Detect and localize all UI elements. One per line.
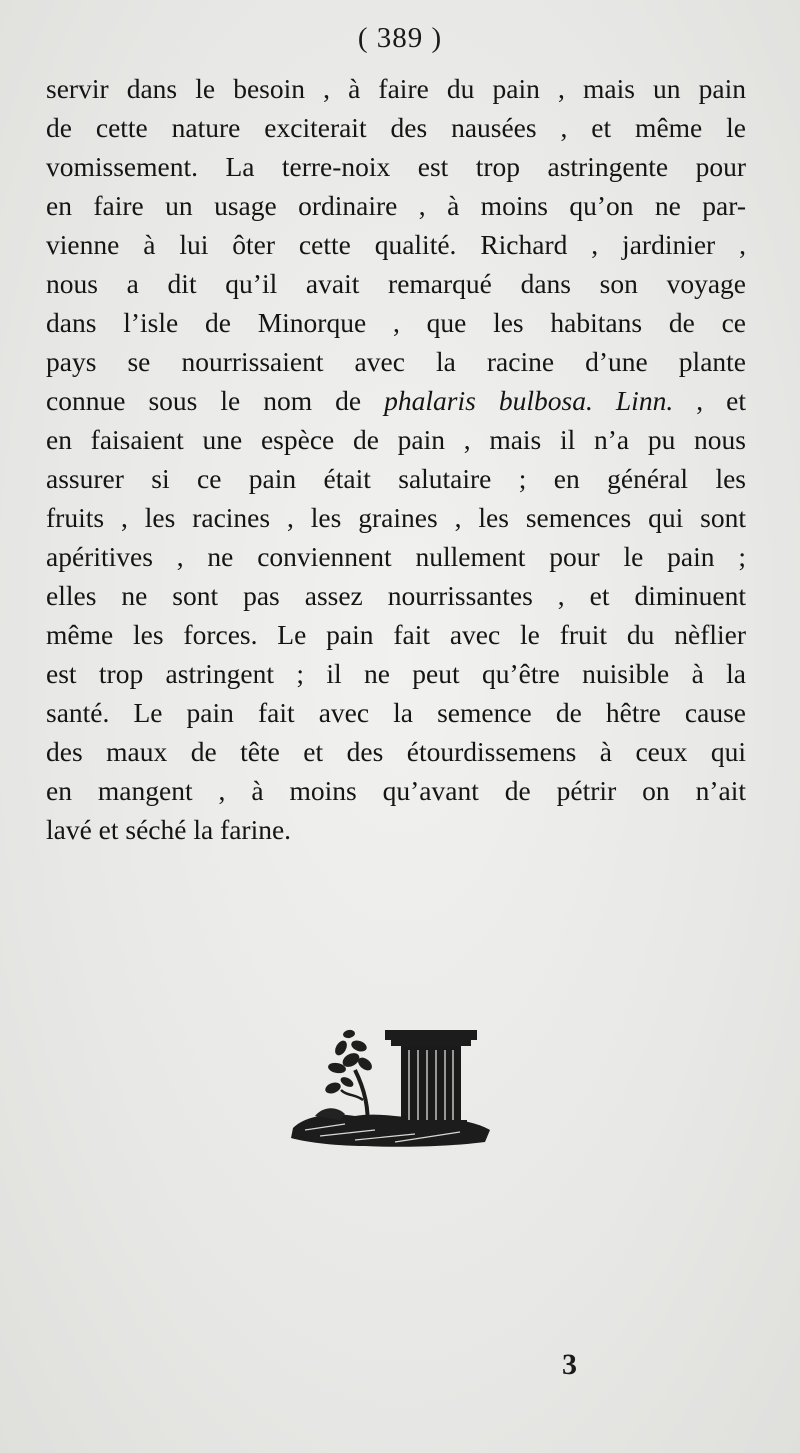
text-fragment: , et <box>673 385 746 416</box>
text-line: en faisaient une espèce de pain , mais il n’a pu nous <box>46 424 746 455</box>
text-line: de cette nature exciterait des nausées , et même le <box>46 112 746 143</box>
text-line: pays se nourrissaient avec la racine d’une plante <box>46 346 746 377</box>
text-line: elles ne sont pas assez nourrissantes , et diminuent <box>46 580 746 611</box>
text-fragment: connue sous le nom de <box>46 385 385 416</box>
text-line: nous a dit qu’il avait remarqué dans son voyage <box>46 268 746 299</box>
text-line: santé. Le pain fait avec la semence de hêtre cause <box>46 697 746 728</box>
text-line: fruits , les racines , les graines , les semences qui sont <box>46 502 746 533</box>
text-line: servir dans le besoin , à faire du pain , mais un pain <box>46 73 746 104</box>
text-line: lavé et séché la farine. <box>46 814 292 845</box>
text-line: dans l’isle de Minorque , que les habitans de ce <box>46 307 746 338</box>
body-text <box>46 69 746 849</box>
botanical-name: phalaris bulbosa. Linn. <box>384 385 674 416</box>
text-line: vienne à lui ôter cette qualité. Richard , jardinier , <box>46 229 746 260</box>
tree-and-column-vignette-icon <box>285 1020 495 1150</box>
text-line-with-italic <box>46 381 746 420</box>
text-line: est trop astringent ; il ne peut qu’être nuisible à la <box>46 658 746 689</box>
text-line: apéritives , ne conviennent nullement pour le pain ; <box>46 541 746 572</box>
text-line: assurer si ce pain était salutaire ; en général les <box>46 463 746 494</box>
page-number: ( 389 ) <box>357 22 443 54</box>
text-line: vomissement. La terre-noix est trop astringente pour <box>46 151 746 182</box>
text-line: en mangent , à moins qu’avant de pétrir on n’ait <box>46 775 746 806</box>
signature-mark: 3 <box>562 1348 577 1381</box>
text-line: en faire un usage ordinaire , à moins qu’on ne par- <box>46 190 746 221</box>
text-line: même les forces. Le pain fait avec le fruit du nèflier <box>46 619 746 650</box>
text-line: des maux de tête et des étourdissemens à ceux qui <box>46 736 746 767</box>
